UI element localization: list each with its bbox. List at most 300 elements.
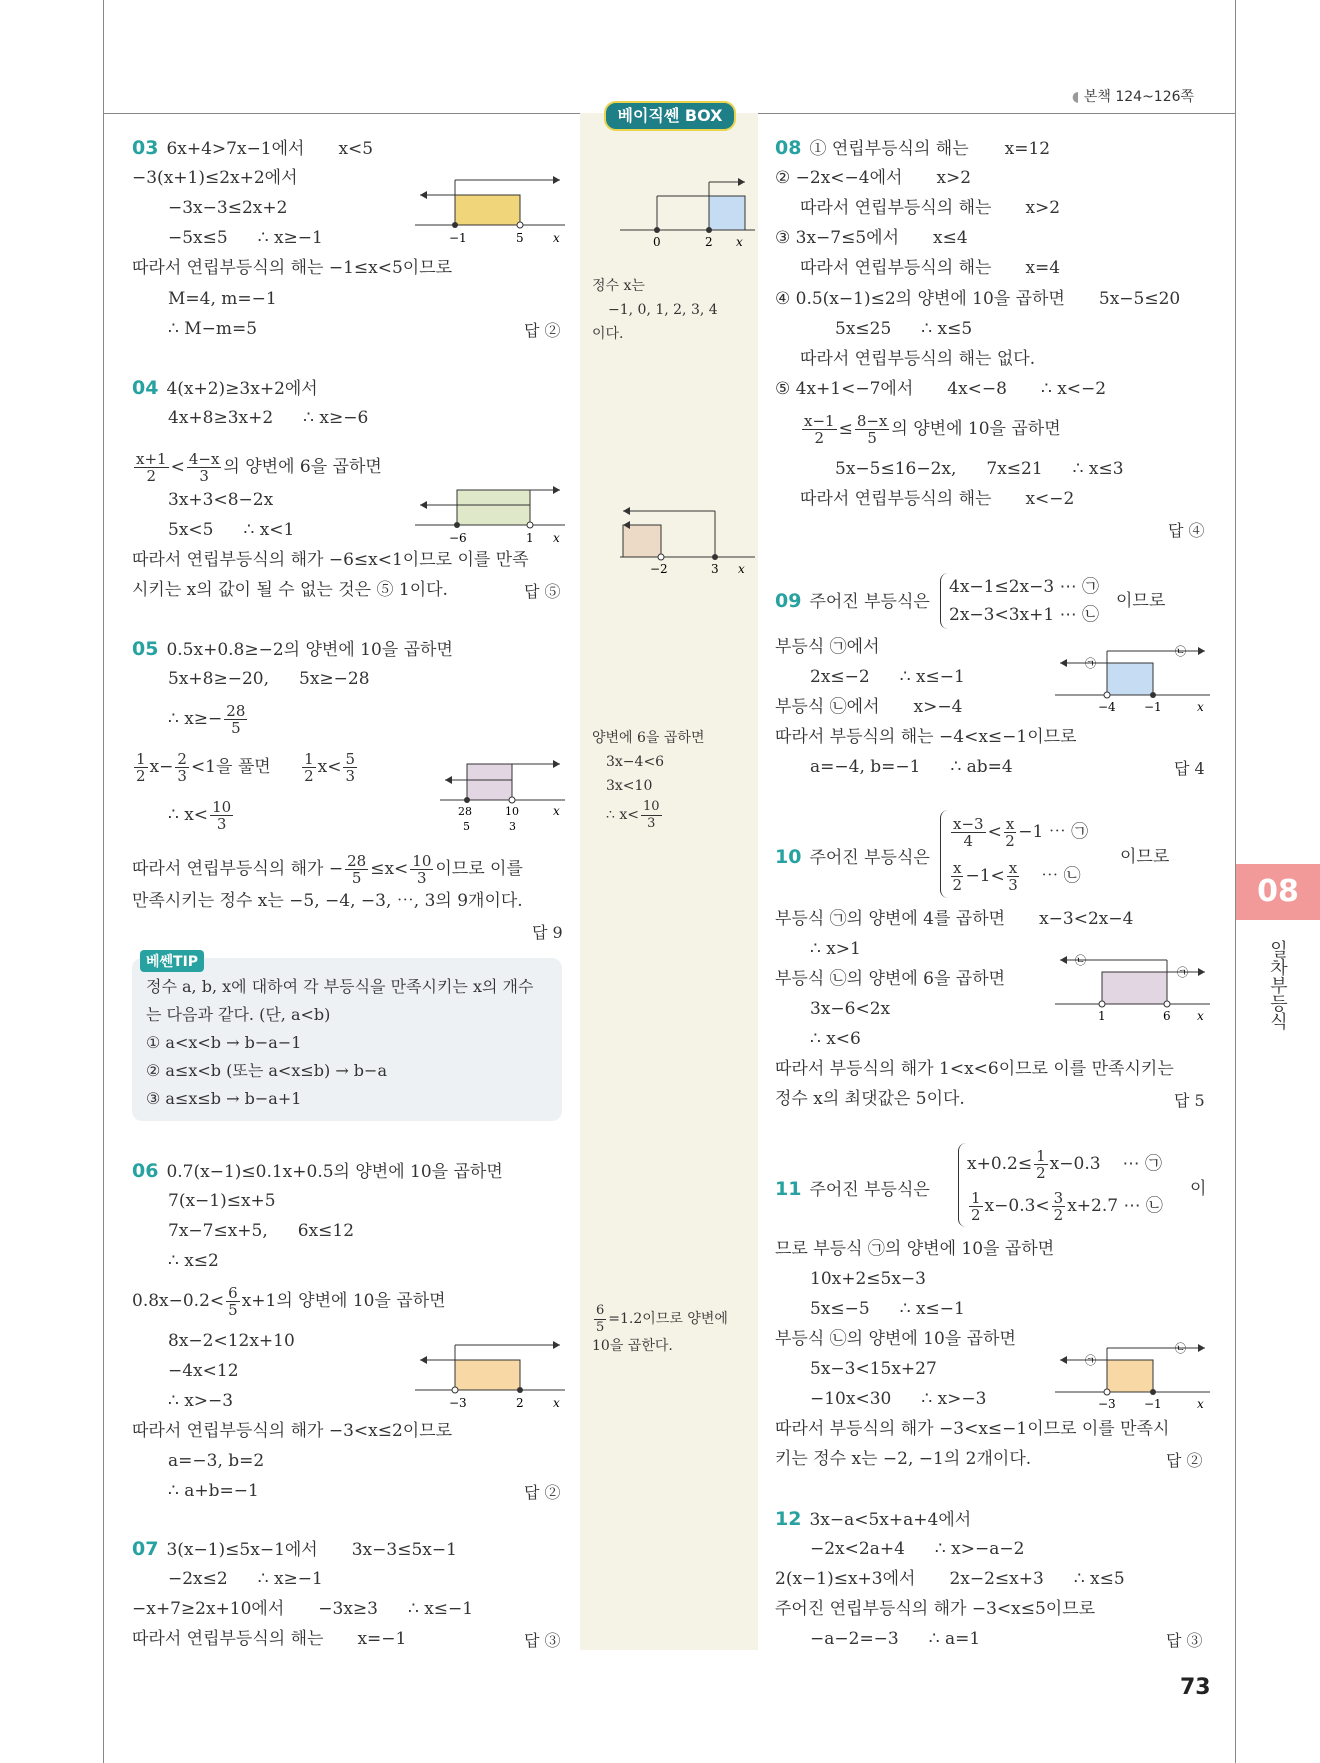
p08-line11 [835, 458, 1124, 480]
p08-line1 [775, 137, 1050, 160]
denominator: 2 [304, 767, 314, 785]
label-marker: ㉠ [1085, 1354, 1096, 1367]
text: x−0.3 [1049, 1154, 1101, 1174]
p03-line3: −3x−3≤2x+2 [168, 198, 288, 218]
problem-number: 12 [775, 1508, 802, 1530]
text: x<5 [338, 139, 374, 159]
fraction [969, 1190, 983, 1223]
denominator: 5 [596, 1319, 605, 1335]
system-line [949, 854, 1088, 898]
denominator: 2 [1036, 1164, 1046, 1182]
chapter-tab: 08 [1236, 864, 1320, 920]
text: −3x≥3 [318, 1599, 378, 1619]
p09-system [940, 573, 1099, 629]
p04-line2 [168, 407, 368, 429]
p11-line7 [810, 1388, 986, 1410]
text: 0.8x−0.2< [132, 1291, 225, 1311]
text: ∴ a=1 [928, 1629, 981, 1649]
p06-number-line [415, 1340, 565, 1410]
p11-line1b: 이 [1190, 1179, 1207, 1199]
text: x=−1 [357, 1629, 407, 1649]
p08-line9 [775, 378, 1106, 400]
denominator: 2 [136, 767, 146, 785]
numerator: 10 [412, 852, 432, 870]
text: x<−2 [1025, 489, 1075, 509]
text: ∴ x≤−1 [899, 1299, 965, 1319]
left-border [103, 0, 104, 1763]
text: 주어진 부등식은 [809, 1180, 930, 1200]
numerator: x−1 [804, 412, 835, 430]
text: 따라서 연립부등식의 해는 [800, 198, 992, 218]
fraction [210, 799, 233, 832]
p05-line5 [168, 796, 235, 834]
p03-line7: ∴ M−m=5 [168, 319, 258, 339]
text: −1< [965, 866, 1005, 886]
text: 4x<−8 [947, 379, 1007, 399]
page-number: 73 [1180, 1675, 1211, 1700]
tick-label: 10 [505, 805, 519, 818]
p10-line1 [775, 846, 930, 869]
mid-note-text: 정수 x는 [592, 278, 645, 294]
tick-label: −1 [449, 231, 467, 245]
p03-line6: M=4, m=−1 [168, 289, 277, 309]
p10-line6: ∴ x<6 [810, 1029, 861, 1049]
numerator: x+1 [136, 450, 167, 468]
text: ∴ x≤5 [921, 319, 973, 339]
text: −2x<2a+4 [810, 1539, 905, 1559]
p06-line2: 7(x−1)≤x+5 [168, 1191, 276, 1211]
text: 5x−5≤16−2x, [835, 459, 957, 479]
text: 0.7(x−1)≤0.1x+0.5의 양변에 10을 곱하면 [166, 1162, 503, 1182]
denominator: 2 [814, 429, 825, 447]
text: ∴ x≥−1 [257, 1569, 323, 1589]
denominator: 4 [963, 832, 974, 850]
text: 부등식 ㉠의 양변에 4를 곱하면 [775, 909, 1006, 929]
p10-system [940, 810, 1088, 898]
p08-line5 [800, 257, 1060, 279]
p07-line1 [132, 1538, 457, 1561]
fraction [1034, 1148, 1048, 1181]
tick-label: 0 [653, 235, 661, 249]
fraction [410, 853, 433, 886]
numerator: 2 [177, 750, 187, 768]
text: 2x−2≤x+3 [949, 1569, 1044, 1589]
p11-system [958, 1143, 1163, 1227]
denominator: 2 [146, 467, 157, 485]
p09-line5: 따라서 부등식의 해는 −4<x≤−1이므로 [775, 727, 1077, 747]
fraction [594, 1303, 606, 1336]
numerator: x [953, 859, 962, 877]
p08-line3 [800, 197, 1060, 219]
text: ④ 0.5(x−1)≤2의 양변에 10을 곱하면 [775, 289, 1065, 309]
axis-label: x [1197, 700, 1204, 714]
mid-note-text: 양변에 6을 곱하면 [592, 730, 705, 746]
p12-line4: 주어진 연립부등식의 해가 −3<x≤5이므로 [775, 1599, 1096, 1619]
answer: 답 ③ [524, 1631, 561, 1650]
text: −2x≤2 [168, 1569, 228, 1589]
p04-line4: 3x+3<8−2x [168, 490, 274, 510]
box-label: 베이직쎈 BOX [604, 101, 736, 131]
axis-label: x [553, 231, 560, 245]
p11-line9: 키는 정수 x는 −2, −1의 2개이다. [775, 1449, 1032, 1469]
answer: 답 ② [1166, 1451, 1203, 1470]
p10-line4: 부등식 ㉡의 양변에 6을 곱하면 [775, 969, 1006, 989]
text: 따라서 연립부등식의 해는 [800, 258, 992, 278]
tip-box [132, 958, 562, 1121]
p11-line3: 10x+2≤5x−3 [810, 1269, 926, 1289]
p08-line10: $\frac{x-1}{2}$ ≤ $\frac{8-x}{5}$ 의 양변에 10을 곱하면 [804, 412, 1061, 447]
text: ∴ x<1 [243, 520, 295, 540]
fraction [1007, 860, 1019, 893]
text: 6x+4>7x−1에서 [166, 139, 305, 159]
p08-line4 [775, 227, 968, 249]
p11-line5: 부등식 ㉡의 양변에 10을 곱하면 [775, 1329, 1016, 1349]
tick-label: 1 [526, 531, 534, 545]
mid-number-line-1 [620, 178, 755, 250]
denominator: 3 [177, 767, 187, 785]
mid-note-1 [592, 276, 718, 344]
text: ≤x< [370, 859, 409, 879]
denominator: 2 [952, 876, 962, 894]
text: 따라서 연립부등식의 해는 [800, 489, 992, 509]
numerator: 6 [596, 1302, 605, 1318]
p09-number-line [1055, 643, 1210, 715]
text: 따라서 연립부등식의 해는 [132, 1629, 324, 1649]
tick-label: 3 [711, 562, 719, 576]
p08-line12 [800, 488, 1074, 510]
tip-line1: 정수 a, b, x에 대하여 각 부등식을 만족시키는 x의 개수 [146, 977, 534, 996]
numerator: 5 [345, 750, 356, 768]
numerator: x [1008, 859, 1018, 877]
text: 7x≤21 [986, 459, 1043, 479]
fraction [343, 751, 357, 784]
text: x>−4 [913, 697, 963, 717]
p06-line5 [132, 1282, 446, 1320]
text: ∴ x<−2 [1040, 379, 1107, 399]
p08-line6 [775, 288, 1180, 310]
axis-label: x [1197, 1009, 1204, 1023]
fraction [134, 751, 148, 784]
mid-number-line-2 [620, 505, 755, 577]
problem-number: 07 [132, 1538, 159, 1560]
tip-line5: ③ a≤x≤b → b−a+1 [146, 1089, 302, 1108]
p06-line6: 8x−2<12x+10 [168, 1331, 295, 1351]
text: <1을 풀면 [190, 757, 271, 777]
tip-line4: ② a≤x<b (또는 a<x≤b) → b−a [146, 1061, 387, 1080]
answer: 답 ⑤ [524, 582, 561, 601]
mid-note-text: =1.2이므로 양변에 [608, 1311, 728, 1327]
problem-number: 05 [132, 638, 159, 660]
text: x+0.2≤ [967, 1154, 1033, 1174]
p11-line1 [775, 1178, 930, 1201]
denominator: 3 [199, 467, 209, 485]
numerator: 1 [136, 750, 146, 768]
problem-number: 03 [132, 137, 159, 159]
denominator: 3 [417, 869, 427, 887]
p10-line7: 따라서 부등식의 해가 1<x<6이므로 이를 만족시키는 [775, 1059, 1174, 1079]
tick-label: 3 [509, 820, 516, 833]
tip-line2: 는 다음과 같다. (단, a<b) [146, 1005, 331, 1024]
p05-line4 [132, 748, 359, 786]
p04-number-line [415, 475, 565, 545]
p06-line4: ∴ x≤2 [168, 1251, 219, 1271]
text: 3(x−1)≤5x−1에서 [166, 1540, 318, 1560]
text: 0.5x+0.8≥−2의 양변에 10을 곱하면 [166, 640, 453, 660]
tick-label: −6 [449, 531, 467, 545]
text: 따라서 연립부등식의 해가 − [132, 859, 344, 879]
p09-line4 [775, 696, 962, 718]
p12-line1 [775, 1508, 971, 1531]
text: 5x≤−5 [810, 1299, 870, 1319]
text: ∴ x≤−1 [899, 667, 965, 687]
mid-note-text: 이다. [592, 326, 624, 342]
p12-line5 [810, 1628, 980, 1650]
p10-line1b: 이므로 [1120, 847, 1170, 867]
p03-line4 [168, 227, 323, 249]
p03-line1 [132, 137, 373, 160]
p10-number-line [1055, 952, 1210, 1024]
text: −1 ⋯ ㉠ [1018, 822, 1089, 842]
axis-label: x [738, 562, 745, 576]
fraction [345, 853, 368, 886]
axis-label: x [553, 804, 560, 818]
p10-line3: ∴ x>1 [810, 939, 861, 959]
text: x=12 [1004, 139, 1051, 159]
fraction [641, 799, 662, 832]
text: 2x≤−2 [810, 667, 870, 687]
text: 3x−a<5x+a+4에서 [809, 1510, 972, 1530]
p03-line5: 따라서 연립부등식의 해는 −1≤x<5이므로 [132, 258, 453, 278]
answer: 답 ③ [1166, 1631, 1203, 1650]
text: −5x≤5 [168, 228, 228, 248]
denominator: 5 [351, 869, 362, 887]
axis-label: x [553, 531, 560, 545]
fraction [951, 816, 986, 849]
mid-note-text: −1, 0, 1, 2, 3, 4 [608, 302, 718, 318]
text: x−3<2x−4 [1039, 909, 1134, 929]
p04-line3: $\frac{x+1}{2}$ < $\frac{4-x}{3}$ 의 양변에 6을 곱하면 [136, 450, 382, 485]
answer: 답 4 [1174, 759, 1205, 778]
p12-line2 [810, 1538, 1024, 1560]
problem-number: 06 [132, 1160, 159, 1182]
numerator: 1 [971, 1189, 981, 1207]
numerator: 4−x [188, 450, 220, 468]
tip-line3: ① a<x<b → b−a−1 [146, 1033, 302, 1052]
text: 2(x−1)≤x+3에서 [775, 1569, 916, 1589]
denominator: 2 [1005, 832, 1015, 850]
label-marker: ㉠ [1085, 657, 1096, 670]
book-icon: ◖ [1072, 89, 1080, 105]
mid-note-text: 3x−4<6 [606, 754, 665, 770]
p08-line8: 따라서 연립부등식의 해는 없다. [800, 349, 1036, 369]
fraction [224, 703, 247, 736]
denominator: 2 [971, 1206, 981, 1224]
mid-note-text: ∴ x< [606, 807, 639, 823]
numerator: 8−x [856, 412, 888, 430]
denominator: 3 [1008, 876, 1018, 894]
p06-line9: 따라서 연립부등식의 해가 −3<x≤2이므로 [132, 1421, 453, 1441]
p09-line3 [810, 666, 965, 688]
problem-number: 11 [775, 1178, 802, 1200]
text: 4(x+2)≥3x+2에서 [166, 379, 318, 399]
text: ⋯ ㉡ [1041, 866, 1081, 886]
axis-label: x [1197, 1397, 1204, 1411]
p06-line8: ∴ x>−3 [168, 1391, 234, 1411]
text: ∴ x< [168, 805, 209, 825]
tick-label: 2 [516, 1396, 524, 1410]
p10-line2 [775, 908, 1133, 930]
p08-line2 [775, 167, 971, 189]
p06-line11: ∴ a+b=−1 [168, 1481, 259, 1501]
book-reference [1072, 86, 1194, 106]
p11-line8: 따라서 부등식의 해가 −3<x≤−1이므로 이를 만족시 [775, 1419, 1170, 1439]
answer: 답 9 [532, 923, 563, 942]
text: 의 양변에 6을 곱하면 [223, 457, 382, 477]
mid-note-text: 10을 곱한다. [592, 1338, 673, 1354]
p04-line7: 시키는 x의 값이 될 수 없는 것은 ⑤ 1이다. [132, 580, 448, 600]
system-line [967, 1185, 1163, 1227]
book-ref-text: 본책 124~126쪽 [1083, 89, 1195, 105]
text: ∴ x≥−1 [257, 228, 323, 248]
label-marker: ㉡ [1175, 645, 1186, 658]
tick-label: 2 [705, 235, 713, 249]
p06-line7: −4x<12 [168, 1361, 239, 1381]
system-line [949, 810, 1088, 854]
text: 6x≤12 [297, 1221, 355, 1241]
text: ② −2x<−4에서 [775, 168, 903, 188]
p04-line1 [132, 377, 318, 400]
p05-line3 [168, 700, 249, 738]
p09-line6 [810, 756, 1013, 778]
axis-label: x [736, 235, 743, 249]
fraction [175, 751, 189, 784]
tick-label: −4 [1098, 700, 1116, 714]
tick-label: 5 [463, 820, 470, 833]
p05-line1 [132, 638, 453, 661]
numerator: x−3 [953, 815, 984, 833]
p05-number-line [440, 752, 565, 834]
tick-label: −3 [449, 1396, 467, 1410]
text: 이므로 이를 [435, 859, 523, 879]
problem-number: 04 [132, 377, 159, 399]
answer: 답 ② [524, 321, 561, 340]
system-line: 2x−3<3x+1 ⋯ ㉡ [949, 605, 1099, 625]
fraction [226, 1285, 240, 1318]
denominator: 3 [345, 767, 356, 785]
denominator: 5 [228, 1301, 238, 1319]
p09-line1b: 이므로 [1116, 591, 1166, 611]
p09-line2: 부등식 ㉠에서 [775, 637, 880, 657]
text: 주어진 부등식은 [809, 592, 930, 612]
tick-label: 1 [1098, 1009, 1106, 1023]
mid-note-3 [592, 1302, 728, 1356]
fraction [855, 413, 890, 446]
text: x+1의 양변에 10을 곱하면 [241, 1291, 446, 1311]
text: 3x−3≤5x−1 [351, 1540, 457, 1560]
system-line: 4x−1≤2x−3 ⋯ ㉠ [949, 577, 1099, 597]
p11-line2: 므로 부등식 ㉠의 양변에 10을 곱하면 [775, 1239, 1055, 1259]
p12-line3 [775, 1568, 1125, 1590]
text: ∴ x≤3 [1072, 459, 1124, 479]
p05-line6 [132, 850, 523, 888]
text: ∴ x≤5 [1073, 1569, 1125, 1589]
label-marker: ㉠ [1177, 966, 1188, 979]
p08-line7 [835, 318, 972, 340]
text: ∴ x≥−6 [303, 408, 369, 428]
text: 부등식 ㉡에서 [775, 697, 880, 717]
text: x>2 [936, 168, 972, 188]
p03-line2: −3(x+1)≤2x+2에서 [132, 168, 298, 188]
text: ⋯ ㉠ [1122, 1154, 1162, 1174]
p04-line5 [168, 519, 294, 541]
label-marker: ㉡ [1175, 1342, 1186, 1355]
p11-number-line [1055, 1340, 1210, 1412]
numerator: 3 [1053, 1189, 1064, 1207]
p11-line4 [810, 1298, 965, 1320]
text: 5x+8≥−20, [168, 669, 269, 689]
denominator: 5 [867, 429, 877, 447]
problem-number: 08 [775, 137, 802, 159]
p11-line6: 5x−3<15x+27 [810, 1359, 937, 1379]
fraction [802, 413, 837, 446]
p03-number-line [415, 175, 565, 245]
text: x=4 [1025, 258, 1061, 278]
tick-label: −1 [1144, 700, 1162, 714]
text: ∴ x≤−1 [407, 1599, 474, 1619]
numerator: 10 [642, 798, 660, 814]
p05-line7: 만족시키는 정수 x는 −5, −4, −3, ⋯, 3의 9개이다. [132, 891, 523, 911]
fraction [187, 451, 222, 484]
text: x+2.7 ⋯ ㉡ [1067, 1196, 1163, 1216]
tick-label: −2 [650, 562, 668, 576]
fraction [302, 751, 316, 784]
p07-line2 [168, 1568, 323, 1590]
p10-line8: 정수 x의 최댓값은 5이다. [775, 1089, 965, 1109]
fraction [1004, 816, 1016, 849]
problem-number: 09 [775, 590, 802, 612]
fraction [1052, 1190, 1066, 1223]
text: −x+7≥2x+10에서 [132, 1599, 285, 1619]
p07-line3 [132, 1598, 473, 1620]
problem-number: 10 [775, 846, 802, 868]
text: < [987, 822, 1002, 842]
text: x≤4 [933, 228, 968, 248]
answer: 답 5 [1174, 1091, 1205, 1110]
tick-label: −3 [1098, 1397, 1116, 1411]
text: x−0.3< [984, 1196, 1050, 1216]
text: 5x≤25 [835, 319, 892, 339]
tip-tag: 베쎈TIP [140, 950, 204, 972]
system-line [967, 1143, 1163, 1185]
fraction [951, 860, 963, 893]
answer: 답 ② [524, 1483, 561, 1502]
mid-note-2 [592, 728, 704, 832]
answer: 답 ④ [1168, 521, 1205, 540]
text: 7x−7≤x+5, [168, 1221, 268, 1241]
text: a=−4, b=−1 [810, 757, 921, 777]
text: ∴ x>−a−2 [934, 1539, 1025, 1559]
tick-label: −1 [1144, 1397, 1162, 1411]
p06-line3 [168, 1220, 354, 1242]
text: ∴ ab=4 [950, 757, 1013, 777]
chapter-title: 일차부등식 [1267, 940, 1288, 1030]
p07-line4 [132, 1628, 406, 1650]
numerator: 1 [304, 750, 314, 768]
text: ① 연립부등식의 해는 [809, 139, 969, 159]
fraction [134, 451, 169, 484]
denominator: 5 [231, 719, 241, 737]
tick-label: 6 [1163, 1009, 1171, 1023]
